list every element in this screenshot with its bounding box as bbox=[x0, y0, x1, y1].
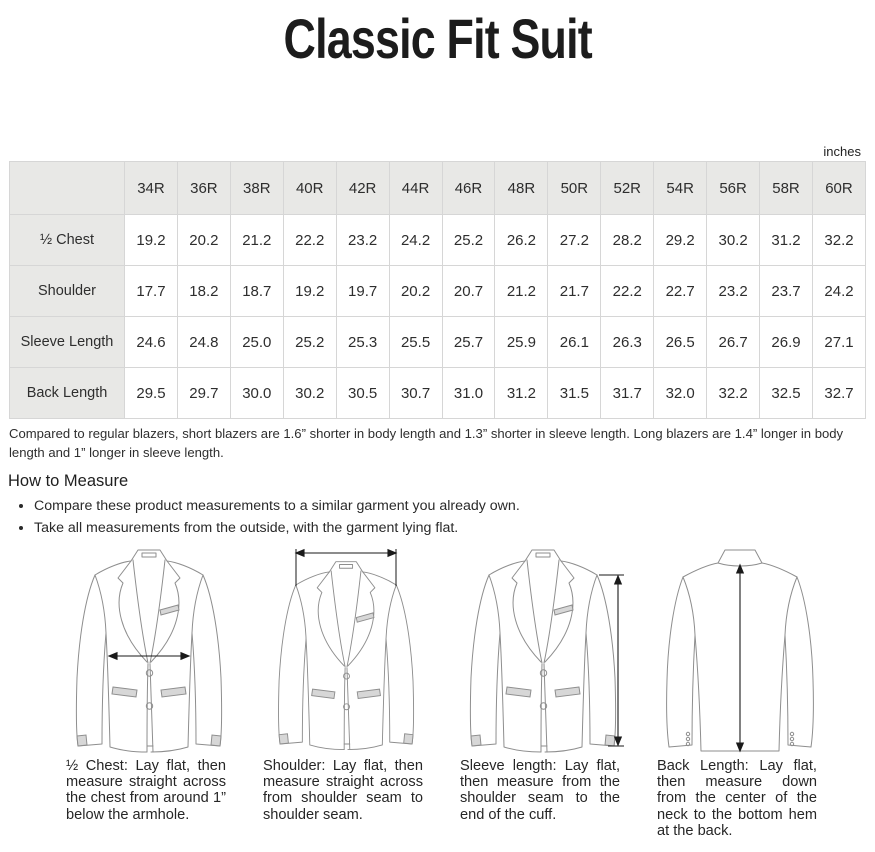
size-value-cell: 23.7 bbox=[760, 266, 813, 317]
size-value-cell: 17.7 bbox=[125, 266, 178, 317]
size-value-cell: 24.8 bbox=[177, 317, 230, 368]
measure-figure-shoulder bbox=[247, 544, 444, 840]
measure-figures-row bbox=[50, 544, 875, 840]
size-value-cell: 19.7 bbox=[336, 266, 389, 317]
measure-figure-half-chest bbox=[50, 544, 247, 840]
size-col-header: 50R bbox=[548, 162, 601, 215]
size-value-cell: 21.7 bbox=[548, 266, 601, 317]
figure-caption: Back Length: Lay flat, then measure down from the center of the neck to the bottom hem at the back. bbox=[657, 757, 817, 840]
size-value-cell: 19.2 bbox=[283, 266, 336, 317]
corner-cell bbox=[10, 162, 125, 215]
size-col-header: 58R bbox=[760, 162, 813, 215]
size-guide-page bbox=[0, 7, 875, 852]
size-value-cell: 21.2 bbox=[230, 215, 283, 266]
measure-tips-list bbox=[14, 498, 875, 538]
page-title-text: Classic Fit Suit bbox=[283, 7, 592, 70]
size-value-cell: 30.7 bbox=[389, 368, 442, 419]
size-value-cell: 26.1 bbox=[548, 317, 601, 368]
size-value-cell: 22.2 bbox=[601, 266, 654, 317]
size-value-cell: 25.2 bbox=[442, 215, 495, 266]
size-value-cell: 30.2 bbox=[707, 215, 760, 266]
size-col-header: 36R bbox=[177, 162, 230, 215]
size-value-cell: 26.3 bbox=[601, 317, 654, 368]
size-value-cell: 31.0 bbox=[442, 368, 495, 419]
size-value-cell: 30.0 bbox=[230, 368, 283, 419]
size-value-cell: 25.3 bbox=[336, 317, 389, 368]
size-col-header: 54R bbox=[654, 162, 707, 215]
size-value-cell: 27.1 bbox=[812, 317, 865, 368]
how-to-measure-heading: How to Measure bbox=[8, 472, 129, 491]
size-col-header: 44R bbox=[389, 162, 442, 215]
size-value-cell: 26.9 bbox=[760, 317, 813, 368]
size-col-header: 42R bbox=[336, 162, 389, 215]
size-chart-table bbox=[9, 161, 866, 419]
size-value-cell: 26.7 bbox=[707, 317, 760, 368]
size-value-cell: 29.2 bbox=[654, 215, 707, 266]
size-value-cell: 25.0 bbox=[230, 317, 283, 368]
jacket-front-shoulder-measure-icon bbox=[261, 544, 431, 756]
size-value-cell: 25.5 bbox=[389, 317, 442, 368]
size-col-header: 52R bbox=[601, 162, 654, 215]
size-value-cell: 18.2 bbox=[177, 266, 230, 317]
size-row bbox=[10, 215, 866, 266]
size-value-cell: 20.7 bbox=[442, 266, 495, 317]
page-title bbox=[0, 7, 875, 70]
figure-caption: ½ Chest: Lay flat, then measure straight across the chest from around 1” below the armhole. bbox=[66, 757, 226, 823]
blazer-comparison-note: Compared to regular blazers, short blazers are 1.6” shorter in body length and 1.3” shorter in sleeve length. Long blazers are 1.4” longer in body length and 1” longer in sleeve length. bbox=[9, 426, 844, 460]
measure-figure-sleeve bbox=[444, 544, 641, 840]
size-value-cell: 25.7 bbox=[442, 317, 495, 368]
size-row-label: ½ Chest bbox=[10, 215, 125, 266]
size-value-cell: 20.2 bbox=[177, 215, 230, 266]
size-col-header: 38R bbox=[230, 162, 283, 215]
size-value-cell: 25.2 bbox=[283, 317, 336, 368]
size-value-cell: 18.7 bbox=[230, 266, 283, 317]
size-value-cell: 31.5 bbox=[548, 368, 601, 419]
figure-caption: Shoulder: Lay flat, then measure straight across from shoulder seam to shoulder seam. bbox=[263, 757, 423, 823]
size-col-header: 56R bbox=[707, 162, 760, 215]
size-value-cell: 31.7 bbox=[601, 368, 654, 419]
size-value-cell: 27.2 bbox=[548, 215, 601, 266]
size-col-header: 40R bbox=[283, 162, 336, 215]
size-col-header: 46R bbox=[442, 162, 495, 215]
jacket-front-sleeve-measure-icon bbox=[458, 544, 628, 756]
size-value-cell: 26.2 bbox=[495, 215, 548, 266]
size-value-cell: 25.9 bbox=[495, 317, 548, 368]
size-row-label: Back Length bbox=[10, 368, 125, 419]
size-table-body bbox=[10, 215, 866, 419]
size-value-cell: 20.2 bbox=[389, 266, 442, 317]
size-value-cell: 24.2 bbox=[812, 266, 865, 317]
size-header-row bbox=[10, 162, 866, 215]
size-value-cell: 28.2 bbox=[601, 215, 654, 266]
size-value-cell: 21.2 bbox=[495, 266, 548, 317]
size-col-header: 60R bbox=[812, 162, 865, 215]
size-value-cell: 31.2 bbox=[495, 368, 548, 419]
size-value-cell: 23.2 bbox=[707, 266, 760, 317]
size-value-cell: 26.5 bbox=[654, 317, 707, 368]
size-value-cell: 24.2 bbox=[389, 215, 442, 266]
figure-caption: Sleeve length: Lay flat, then measure from the shoulder seam to the end of the cuff. bbox=[460, 757, 620, 823]
size-value-cell: 22.7 bbox=[654, 266, 707, 317]
size-row bbox=[10, 368, 866, 419]
size-value-cell: 32.0 bbox=[654, 368, 707, 419]
size-value-cell: 24.6 bbox=[125, 317, 178, 368]
measure-figure-back-length bbox=[641, 544, 838, 840]
size-value-cell: 30.2 bbox=[283, 368, 336, 419]
size-row-label: Shoulder bbox=[10, 266, 125, 317]
size-value-cell: 29.7 bbox=[177, 368, 230, 419]
size-row bbox=[10, 266, 866, 317]
units-label: inches bbox=[823, 144, 861, 159]
size-col-header: 48R bbox=[495, 162, 548, 215]
size-value-cell: 31.2 bbox=[760, 215, 813, 266]
size-col-header: 34R bbox=[125, 162, 178, 215]
size-value-cell: 32.2 bbox=[812, 215, 865, 266]
jacket-back-length-measure-icon bbox=[655, 544, 825, 756]
size-value-cell: 23.2 bbox=[336, 215, 389, 266]
size-value-cell: 29.5 bbox=[125, 368, 178, 419]
size-value-cell: 30.5 bbox=[336, 368, 389, 419]
size-row-label: Sleeve Length bbox=[10, 317, 125, 368]
size-value-cell: 32.7 bbox=[812, 368, 865, 419]
measure-tip-item: • Compare these product measurements to a similar garment you already own. bbox=[34, 498, 875, 516]
size-value-cell: 22.2 bbox=[283, 215, 336, 266]
size-value-cell: 19.2 bbox=[125, 215, 178, 266]
jacket-front-chest-measure-icon bbox=[64, 544, 234, 756]
size-value-cell: 32.2 bbox=[707, 368, 760, 419]
measure-tip-item: • Take all measurements from the outside, with the garment lying flat. bbox=[34, 520, 875, 538]
size-value-cell: 32.5 bbox=[760, 368, 813, 419]
size-row bbox=[10, 317, 866, 368]
